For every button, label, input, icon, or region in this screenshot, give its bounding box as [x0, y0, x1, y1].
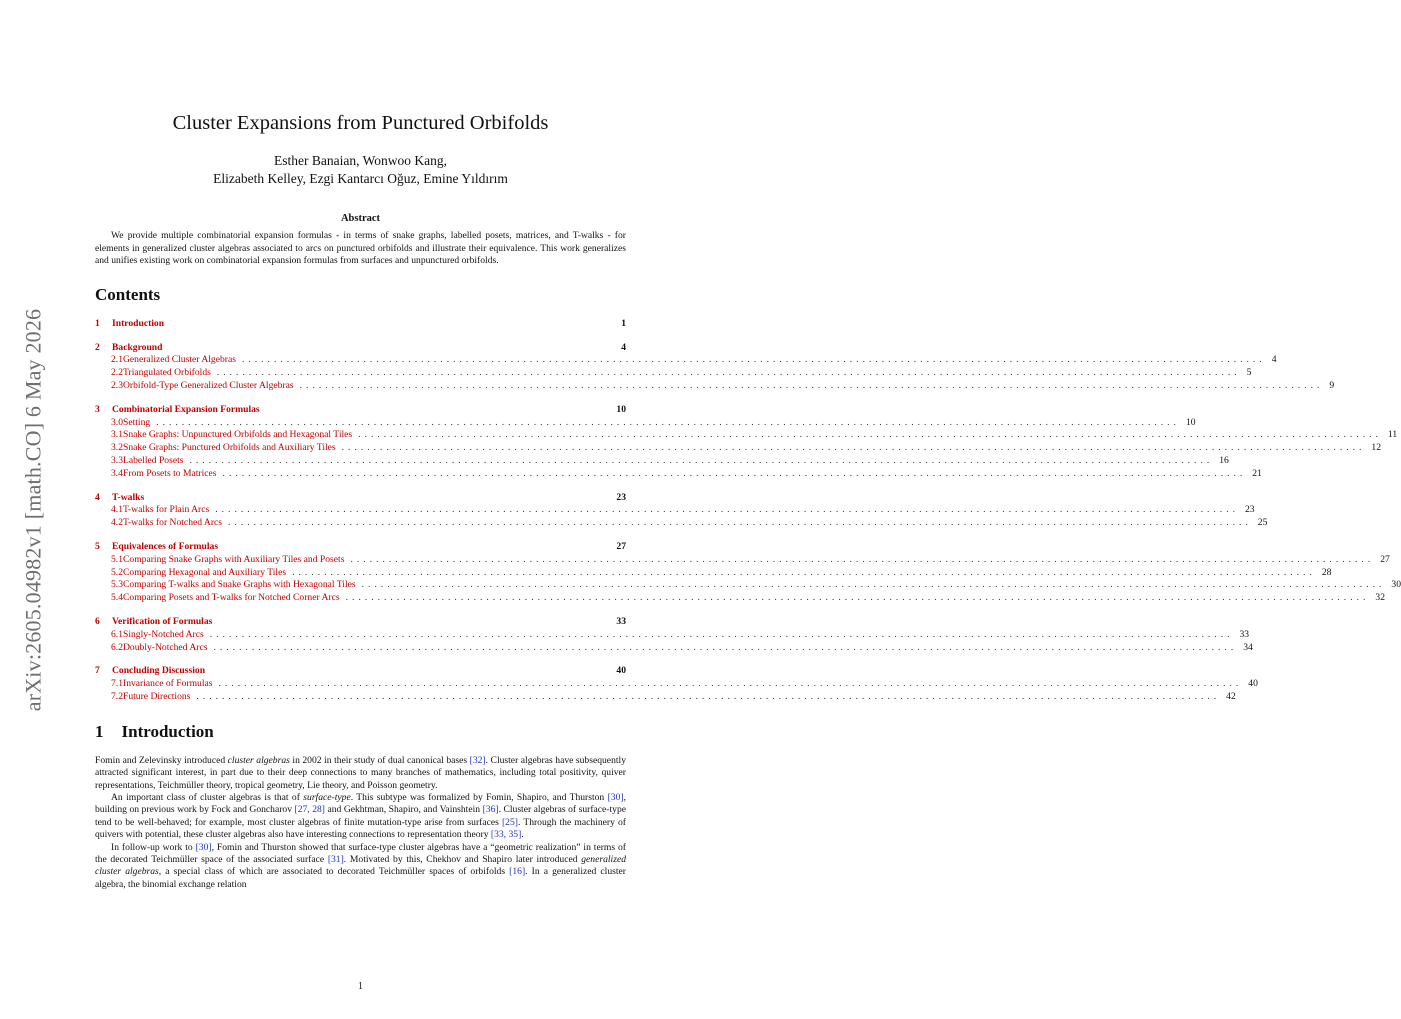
intro-paragraph	[95, 755, 626, 792]
paper-page	[95, 0, 1401, 891]
toc-subsection-page: 25	[1257, 517, 1268, 529]
emphasized-term: surface-type	[303, 791, 351, 803]
toc-subsection-page: 32	[1375, 592, 1385, 604]
toc-subsection-page: 23	[1245, 504, 1255, 516]
toc-subsection-label: Comparing Hexagonal and Auxiliary Tiles	[123, 566, 287, 578]
toc-section-page: 4	[621, 341, 626, 353]
section-title: Introduction	[121, 721, 214, 741]
toc-dot-leader: ................................................................................................................................................................	[215, 504, 1239, 516]
toc-subsection-number: 6.1	[111, 628, 123, 640]
toc-section-label: Equivalences of Formulas	[112, 540, 219, 552]
toc-subsection-label: Doubly-Notched Arcs	[123, 641, 208, 653]
toc-section-number: 6	[95, 615, 100, 627]
toc-section-page: 1	[621, 317, 626, 329]
toc-subsection-label: Singly-Notched Arcs	[123, 628, 204, 640]
toc-subsection-label: Triangulated Orbifolds	[123, 367, 211, 379]
toc-section-page: 27	[616, 540, 626, 552]
toc-dot-leader: ................................................................................................................................................................	[299, 379, 1324, 391]
text-run: . Motivated by this, Chekhov and Shapiro later introduced	[343, 853, 582, 865]
toc-subsection-3.4[interactable]	[95, 467, 1262, 481]
toc-section-number: 1	[95, 317, 100, 329]
citation-link[interactable]: [30]	[607, 791, 624, 803]
toc-dot-leader: ................................................................................................................................................................	[222, 467, 1247, 479]
toc-subsection-7.2[interactable]	[95, 690, 1236, 704]
toc-subsection-3.2[interactable]	[95, 442, 1381, 455]
text-run: . Cluster algebras have subsequently attracted significant interest, in part due to their deep connections to many branches of mathematics, including total positivity, quiver representations, Teichmüller theory, tropical geometry, Lie theory, and Poisson geometry.	[95, 754, 626, 791]
toc-subsection-number: 5.1	[111, 553, 123, 565]
toc-dot-leader: ................................................................................................................................................................	[345, 592, 1370, 604]
toc-dot-leader: ................................................................................................................................................................	[156, 416, 1180, 428]
toc-subsection-5.2[interactable]	[95, 566, 1332, 580]
toc-subsection-number: 3.3	[111, 454, 123, 466]
toc-subsection-page: 21	[1252, 467, 1262, 479]
toc-subsection-label: Comparing T-walks and Snake Graphs with Hexagonal Tiles	[123, 579, 356, 591]
toc-subsection-2.3[interactable]	[95, 379, 1335, 393]
toc-subsection-page: 10	[1185, 416, 1196, 428]
toc-section-label: Verification of Formulas	[112, 615, 213, 627]
toc-dot-leader: ................................................................................................................................................................	[241, 354, 1266, 366]
toc-section-1[interactable]	[95, 318, 626, 331]
page-number: 1	[358, 981, 363, 992]
toc-subsection-3.0[interactable]	[95, 416, 1196, 430]
text-run: , building on previous work by Fock and Goncharov	[95, 791, 626, 816]
toc-section-page: 33	[616, 615, 626, 627]
toc-dot-leader: ................................................................................................................................................................	[361, 579, 1386, 591]
toc-subsection-label: Comparing Snake Graphs with Auxiliary Tiles and Posets	[123, 553, 345, 565]
paper-title: Cluster Expansions from Punctured Orbifolds	[172, 112, 549, 134]
toc-subsection-4.1[interactable]	[95, 504, 1255, 517]
intro-paragraph	[95, 792, 626, 842]
toc-subsection-page: 34	[1243, 641, 1253, 653]
citation-link[interactable]: [30]	[195, 841, 212, 853]
toc-subsection-page: 30	[1391, 579, 1401, 591]
toc-section-page: 23	[616, 491, 626, 503]
toc-subsection-5.3[interactable]	[95, 579, 1401, 592]
toc-subsection-label: T-walks for Notched Arcs	[123, 517, 223, 529]
toc-subsection-number: 5.2	[111, 566, 123, 578]
text-run: . Through the machinery of quivers with potential, these cluster algebras also have interesting connections to representation theory	[95, 816, 626, 841]
table-of-contents	[95, 317, 1401, 704]
text-run: . In a generalized cluster algebra, the binomial exchange relation	[95, 866, 626, 890]
toc-subsection-2.2[interactable]	[95, 367, 1252, 380]
toc-section-number: 5	[95, 540, 100, 552]
toc-subsection-page: 16	[1219, 454, 1229, 466]
toc-subsection-page: 42	[1226, 690, 1236, 702]
text-run: Fomin and Zelevinsky introduced	[95, 754, 228, 766]
toc-subsection-page: 12	[1371, 442, 1381, 454]
toc-section-number: 2	[95, 341, 100, 353]
toc-subsection-number: 2.2	[111, 367, 123, 379]
text-run: In follow-up work to	[111, 841, 196, 853]
toc-subsection-number: 2.1	[111, 354, 123, 366]
toc-subsection-page: 28	[1321, 566, 1332, 578]
toc-subsection-number: 7.2	[111, 690, 123, 702]
citation-link[interactable]: [31]	[327, 853, 344, 865]
toc-section-6[interactable]	[95, 616, 626, 629]
toc-section-number: 4	[95, 491, 100, 503]
toc-subsection-6.2[interactable]	[95, 641, 1253, 655]
toc-dot-leader: ................................................................................................................................................................	[228, 517, 1252, 529]
toc-subsection-number: 4.1	[111, 504, 123, 516]
toc-subsection-number: 2.3	[111, 379, 123, 391]
toc-subsection-number: 3.2	[111, 442, 123, 454]
authors-line-1: Esther Banaian, Wonwoo Kang,	[273, 153, 447, 168]
toc-subsection-label: Comparing Posets and T-walks for Notched Corner Arcs	[123, 592, 340, 604]
citation-link[interactable]: [36]	[482, 804, 499, 816]
toc-subsection-page: 9	[1329, 379, 1335, 391]
text-run: .	[521, 829, 524, 841]
toc-subsection-5.1[interactable]	[95, 553, 1390, 567]
introduction-body	[95, 755, 626, 891]
toc-subsection-label: Snake Graphs: Punctured Orbifolds and Auxiliary Tiles	[123, 442, 336, 454]
toc-dot-leader: ................................................................................................................................................................	[209, 628, 1234, 640]
toc-section-label: T-walks	[112, 491, 145, 503]
toc-dot-leader: ................................................................................................................................................................	[292, 566, 1316, 578]
toc-subsection-page: 33	[1239, 628, 1250, 640]
author-list	[95, 152, 626, 188]
toc-subsection-label: Generalized Cluster Algebras	[123, 354, 236, 366]
toc-subsection-label: Setting	[123, 416, 151, 428]
toc-subsection-4.2[interactable]	[95, 517, 1268, 530]
toc-subsection-number: 3.1	[111, 429, 123, 441]
toc-subsection-3.1[interactable]	[95, 429, 1398, 442]
section-number: 1	[95, 721, 104, 741]
toc-subsection-5.4[interactable]	[95, 592, 1385, 605]
toc-section-3[interactable]	[95, 404, 626, 417]
toc-section-2[interactable]	[95, 342, 626, 355]
abstract-heading: Abstract	[340, 213, 381, 224]
toc-subsection-number: 4.2	[111, 517, 123, 529]
toc-subsection-number: 3.4	[111, 467, 123, 479]
toc-section-label: Combinatorial Expansion Formulas	[112, 403, 260, 415]
toc-section-label: Concluding Discussion	[112, 665, 206, 677]
arxiv-id: arXiv:2605.04982v1 [math.CO] 6 May 2026	[20, 308, 46, 712]
toc-subsection-7.1[interactable]	[95, 678, 1258, 691]
toc-subsection-label: T-walks for Plain Arcs	[123, 504, 210, 516]
toc-subsection-label: Invariance of Formulas	[123, 678, 213, 690]
toc-subsection-label: Labelled Posets	[123, 454, 184, 466]
toc-subsection-label: Orbifold-Type Generalized Cluster Algebras	[123, 379, 294, 391]
toc-subsection-2.1[interactable]	[95, 354, 1277, 367]
toc-dot-leader: ................................................................................................................................................................	[216, 367, 1241, 379]
citation-link[interactable]: [16]	[509, 866, 526, 878]
toc-subsection-3.3[interactable]	[95, 454, 1229, 468]
toc-subsection-page: 5	[1246, 367, 1252, 379]
toc-dot-leader: ................................................................................................................................................................	[189, 454, 1214, 466]
toc-subsection-label: Snake Graphs: Unpunctured Orbifolds and Hexagonal Tiles	[123, 429, 353, 441]
citation-link[interactable]: [25]	[501, 816, 518, 828]
contents-heading: Contents	[95, 284, 161, 304]
section-heading-introduction	[95, 722, 626, 742]
toc-section-page: 40	[616, 665, 626, 677]
citation-link[interactable]: [33, 35]	[490, 829, 522, 841]
text-run: An important class of cluster algebras is that of	[111, 791, 304, 803]
toc-subsection-page: 4	[1271, 354, 1277, 366]
toc-subsection-page: 40	[1248, 678, 1258, 690]
toc-subsection-6.1[interactable]	[95, 628, 1250, 642]
text-run: , a special class of which are associated to decorated Teichmüller spaces of orbifolds	[158, 866, 510, 878]
toc-section-number: 3	[95, 403, 100, 415]
text-run: . This subtype was formalized by Fomin, Shapiro, and Thurston	[350, 791, 608, 803]
intro-paragraph	[95, 842, 626, 892]
toc-section-4[interactable]	[95, 492, 626, 505]
text-run: . Cluster algebras of surface-type tend to be well-behaved; for example, most cluster algebras of finite mutation-type arise from surfaces	[95, 804, 626, 828]
toc-subsection-label: Future Directions	[123, 690, 191, 702]
text-run: in 2002 in their study of dual canonical bases	[289, 754, 470, 766]
toc-subsection-page: 27	[1380, 553, 1390, 565]
toc-dot-leader: ................................................................................................................................................................	[196, 690, 1221, 702]
toc-section-number: 7	[95, 665, 100, 677]
toc-subsection-number: 3.0	[111, 416, 123, 428]
toc-section-page: 10	[616, 403, 626, 415]
emphasized-term: generalized cluster algebras	[95, 853, 626, 878]
emphasized-term: cluster algebras	[227, 754, 290, 766]
authors-line-2: Elizabeth Kelley, Ezgi Kantarcı Oğuz, Emine Yıldırım	[213, 171, 508, 186]
citation-link[interactable]: [32]	[469, 754, 486, 766]
text-run: and Gekhtman, Shapiro, and Vainshtein	[324, 804, 483, 816]
toc-section-5[interactable]	[95, 541, 626, 554]
toc-subsection-number: 5.4	[111, 592, 123, 604]
toc-dot-leader: ................................................................................................................................................................	[350, 553, 1375, 565]
toc-section-7[interactable]	[95, 665, 626, 678]
toc-section-label: Introduction	[112, 317, 165, 329]
toc-subsection-page: 11	[1387, 429, 1398, 441]
toc-dot-leader: ................................................................................................................................................................	[341, 442, 1366, 454]
toc-dot-leader: ................................................................................................................................................................	[358, 429, 1382, 441]
arxiv-identifier-stamp	[18, 285, 48, 735]
text-run: , Fomin and Thurston showed that surface-type cluster algebras have a “geometric realization” in terms of the decorated Teichmüller space of the associated surface	[95, 841, 626, 865]
toc-subsection-number: 6.2	[111, 641, 123, 653]
toc-dot-leader: ................................................................................................................................................................	[218, 678, 1243, 690]
toc-subsection-label: From Posets to Matrices	[123, 467, 217, 479]
toc-dot-leader: ................................................................................................................................................................	[213, 641, 1238, 653]
toc-section-label: Background	[112, 341, 163, 353]
toc-subsection-number: 5.3	[111, 579, 123, 591]
toc-subsection-number: 7.1	[111, 678, 123, 690]
citation-link[interactable]: [27, 28]	[294, 804, 325, 816]
abstract-text: We provide multiple combinatorial expansion formulas - in terms of snake graphs, labelled posets, matrices, and T-walks - for elements in generalized cluster algebras associated to arcs on punctured orbifolds and illustrate their equivalence. This work generalizes and unifies existing work on combinatorial expansion formulas from surfaces and unpunctured orbifolds.	[95, 230, 626, 267]
